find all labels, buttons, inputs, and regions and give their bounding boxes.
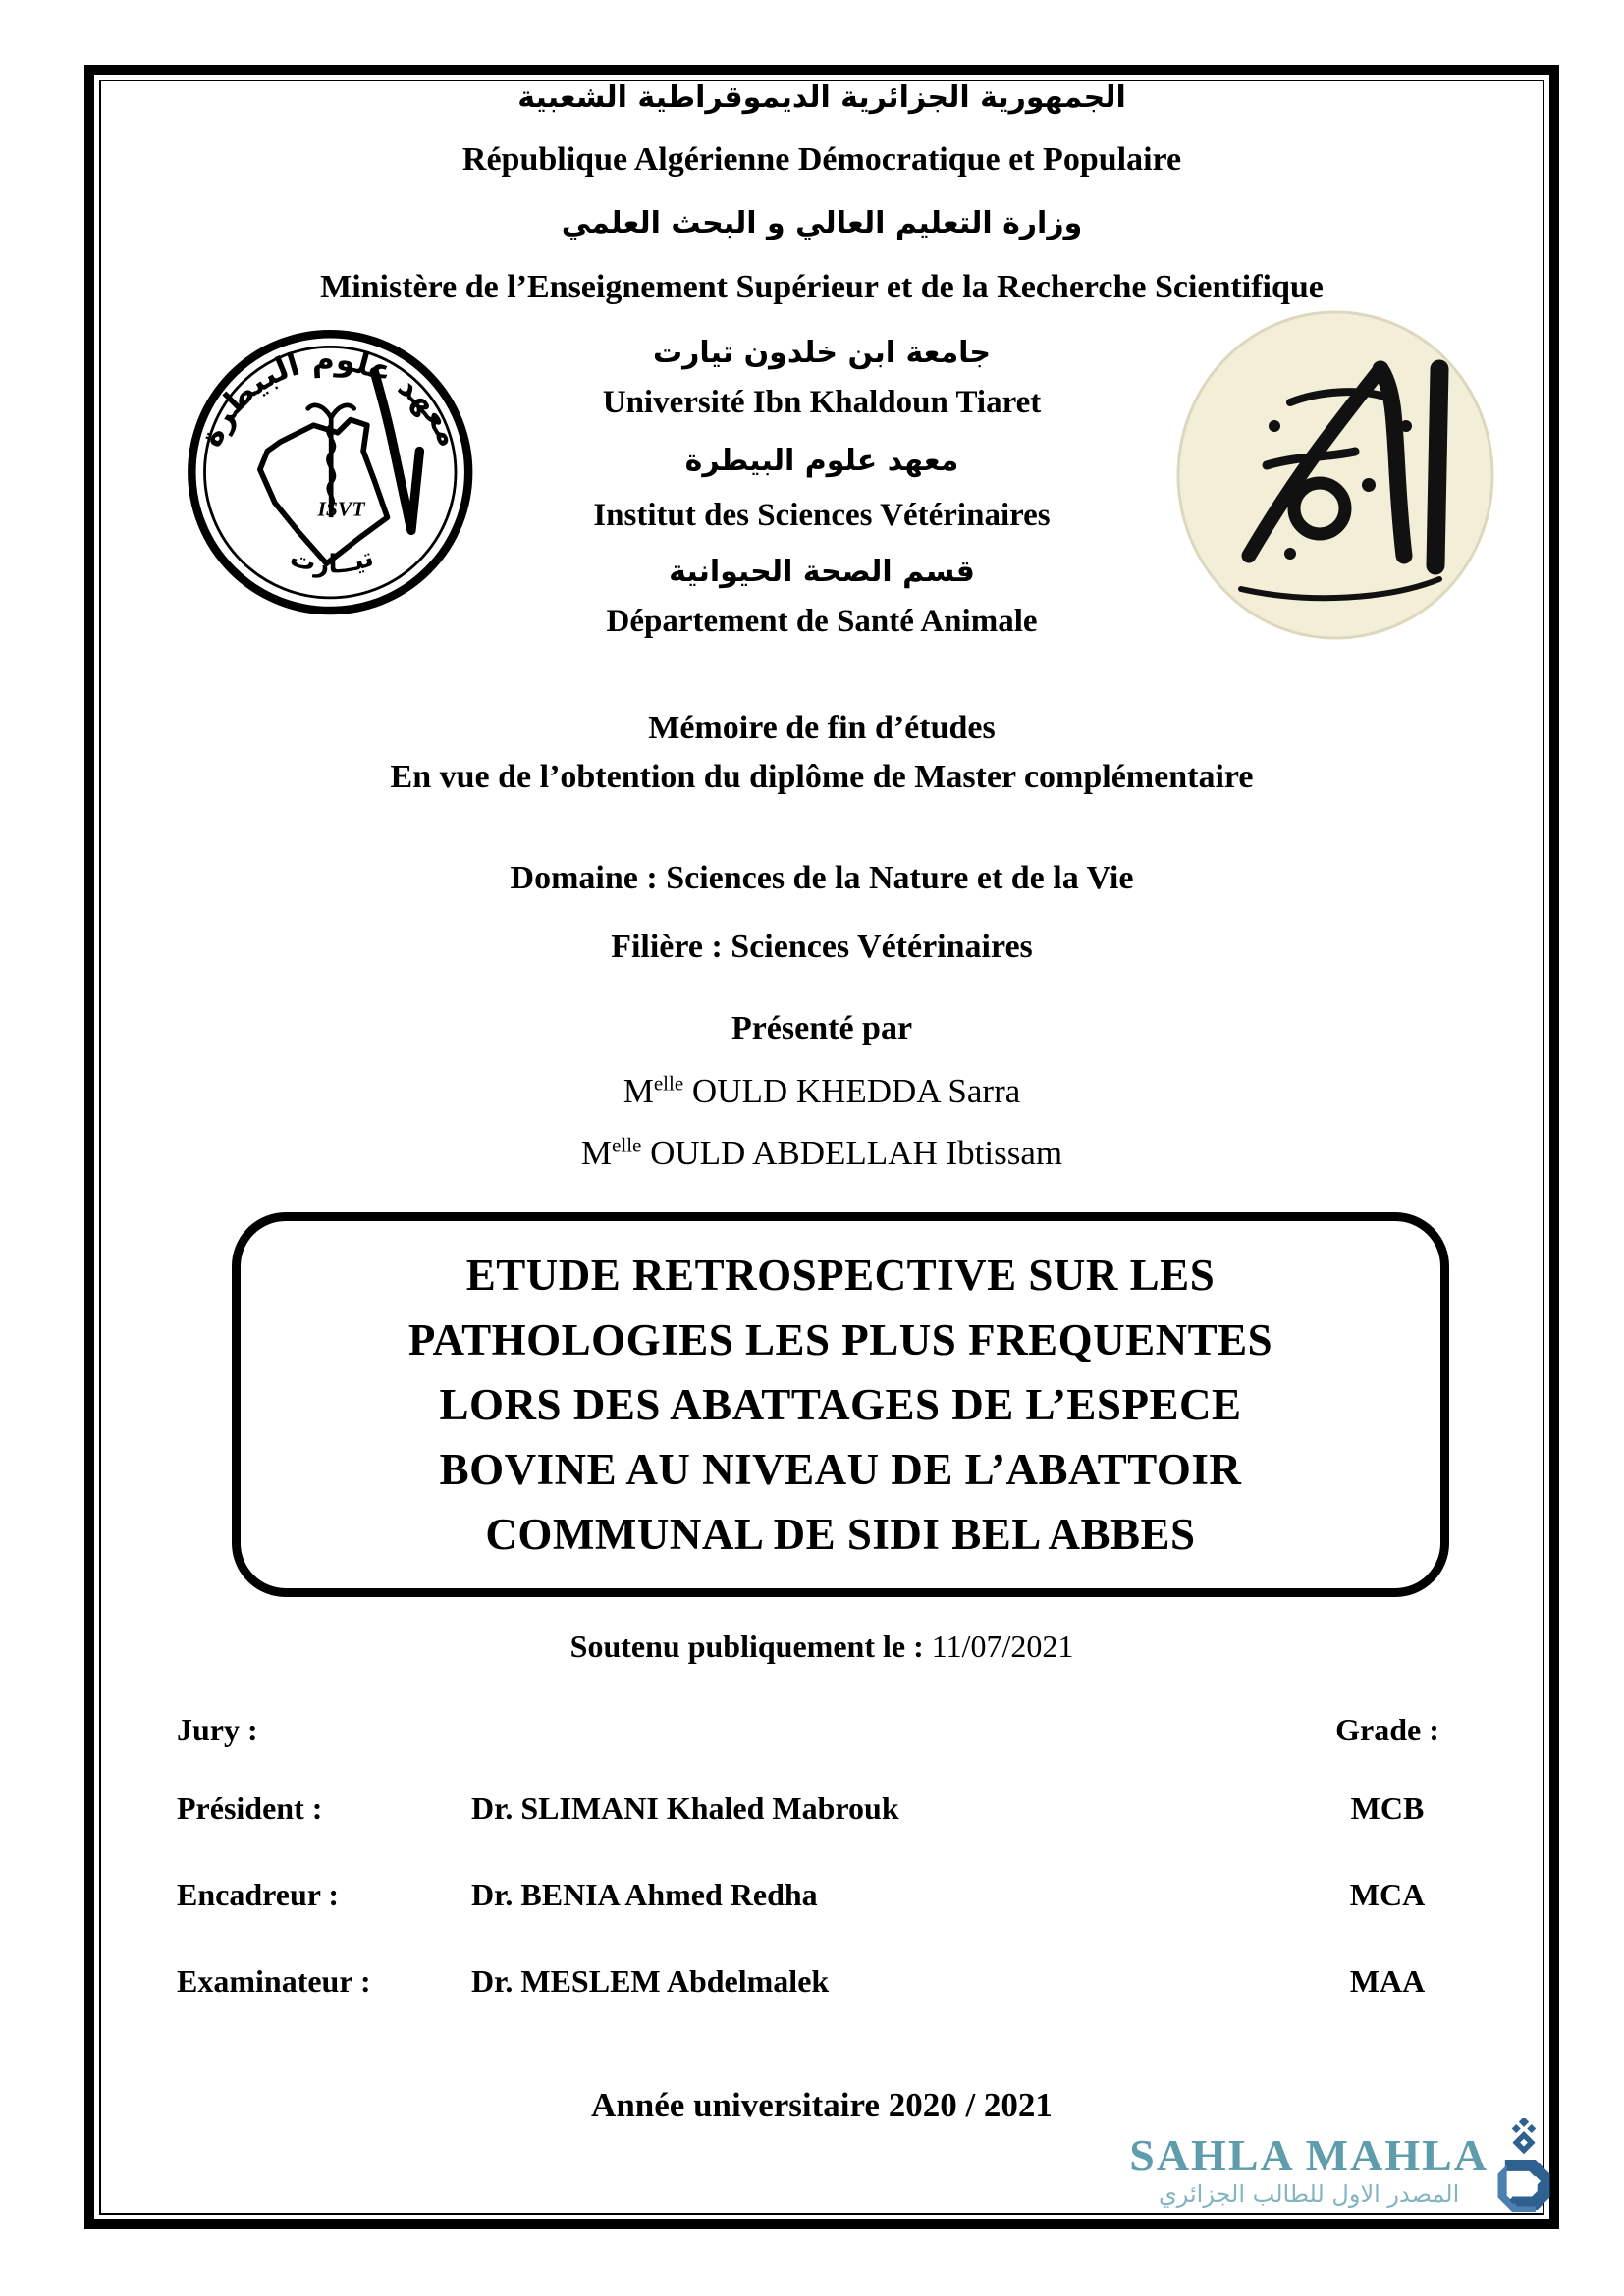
jury-member-grade: MAA [1349,1963,1426,1999]
arabic-institute-line: معهد علوم البيطرة [684,444,959,478]
jury-member-name: Dr. BENIA Ahmed Redha [471,1877,818,1912]
defense-date-value: 11/07/2021 [931,1629,1074,1664]
french-department-line: Département de Santé Animale [606,604,1038,639]
memoire-line: Mémoire de fin d’études [648,710,996,746]
seal-arc-top-text: معهد علوم البيطرة [190,340,469,453]
jury-member-name: Dr. SLIMANI Khaled Mabrouk [471,1790,899,1826]
page-border-frame [84,65,1559,2229]
defense-date-label: Soutenu publiquement le : [569,1629,932,1664]
domain-line: Domaine : Sciences de la Nature et de la Vie [510,860,1134,896]
thesis-title-box [232,1212,1449,1597]
jury-label: Jury : [177,1712,258,1747]
thesis-title-line-3: LORS DES ABATTAGES DE L’ESPECE [439,1380,1242,1429]
thesis-title-line-5: COMMUNAL DE SIDI BEL ABBES [485,1510,1196,1559]
jury-member-grade: MCB [1350,1790,1425,1826]
jury-row-examinateur [94,1962,1549,2000]
seal-isvt-text: ISVT [317,497,365,521]
purpose-line: En vue de l’obtention du diplôme de Master complémentaire [390,759,1254,795]
watermark-arabic-tagline: المصدر الاول للطالب الجزائري [1158,2180,1460,2209]
algeria-map-outline [260,420,388,564]
french-republic-line: République Algérienne Démocratique et Populaire [461,141,1182,178]
arabic-republic-line: الجمهورية الجزائرية الديموقراطية الشعبية [517,80,1126,115]
jury-row-president [94,1789,1549,1827]
french-ministry-line: Ministère de l’Enseignement Supérieur et de la Recherche Scientifique [320,269,1324,305]
jury-member-name: Dr. MESLEM Abdelmalek [471,1963,830,1999]
author-2-name-text: OULD ABDELLAH Ibtissam [641,1134,1063,1172]
arabic-university-line: جامعة ابن خلدون تيارت [652,336,992,370]
arabic-department-line: قسم الصحة الحيوانية [669,555,975,589]
jury-role: Encadreur : [177,1877,340,1912]
sahla-mahla-logo-icon [1492,2118,1555,2216]
defense-date-line [94,1628,1549,1665]
grade-label: Grade : [1335,1712,1439,1747]
watermark-text-block [1129,2132,1489,2208]
author-name-1 [94,1071,1549,1112]
jury-member-grade: MCA [1349,1877,1426,1912]
ibn-khaldoun-seal-icon [1172,308,1498,642]
author-name-2 [94,1133,1549,1174]
jury-role: Examinateur : [177,1963,371,1999]
thesis-title-line-2: PATHOLOGIES LES PLUS FREQUENTES [407,1315,1273,1364]
author-1-name-text: OULD KHEDDA Sarra [683,1072,1021,1110]
academic-year-line: Année universitaire 2020 / 2021 [591,2086,1053,2124]
arabic-ministry-line: وزارة التعليم العالي و البحث العلمي [561,206,1083,240]
watermark-brand-text: SAHLA MAHLA [1129,2130,1489,2180]
french-institute-line: Institut des Sciences Vétérinaires [593,498,1051,533]
jury-role: Président : [177,1790,323,1826]
jury-row-encadreur [94,1876,1549,1913]
seal-arc-bottom-text: تيــارت [286,543,378,580]
jury-header-row [94,1711,1549,1748]
presented-by-label: Présenté par [731,1010,913,1046]
thesis-title-line-1: ETUDE RETROSPECTIVE SUR LES [465,1251,1216,1300]
sahla-mahla-watermark [1129,2132,1555,2216]
author-1-title-sup: elle [653,1071,684,1095]
author-2-title-sup: elle [612,1133,642,1157]
university-ibn-khaldoun-seal-logo [1172,308,1498,642]
french-university-line: Université Ibn Khaldoun Tiaret [602,385,1042,420]
thesis-title-line-4: BOVINE AU NIVEAU DE L’ABATTOIR [439,1445,1242,1494]
field-line: Filière : Sciences Vétérinaires [611,929,1033,965]
author-1-prefix: M [623,1072,654,1110]
author-2-prefix: M [580,1134,613,1172]
